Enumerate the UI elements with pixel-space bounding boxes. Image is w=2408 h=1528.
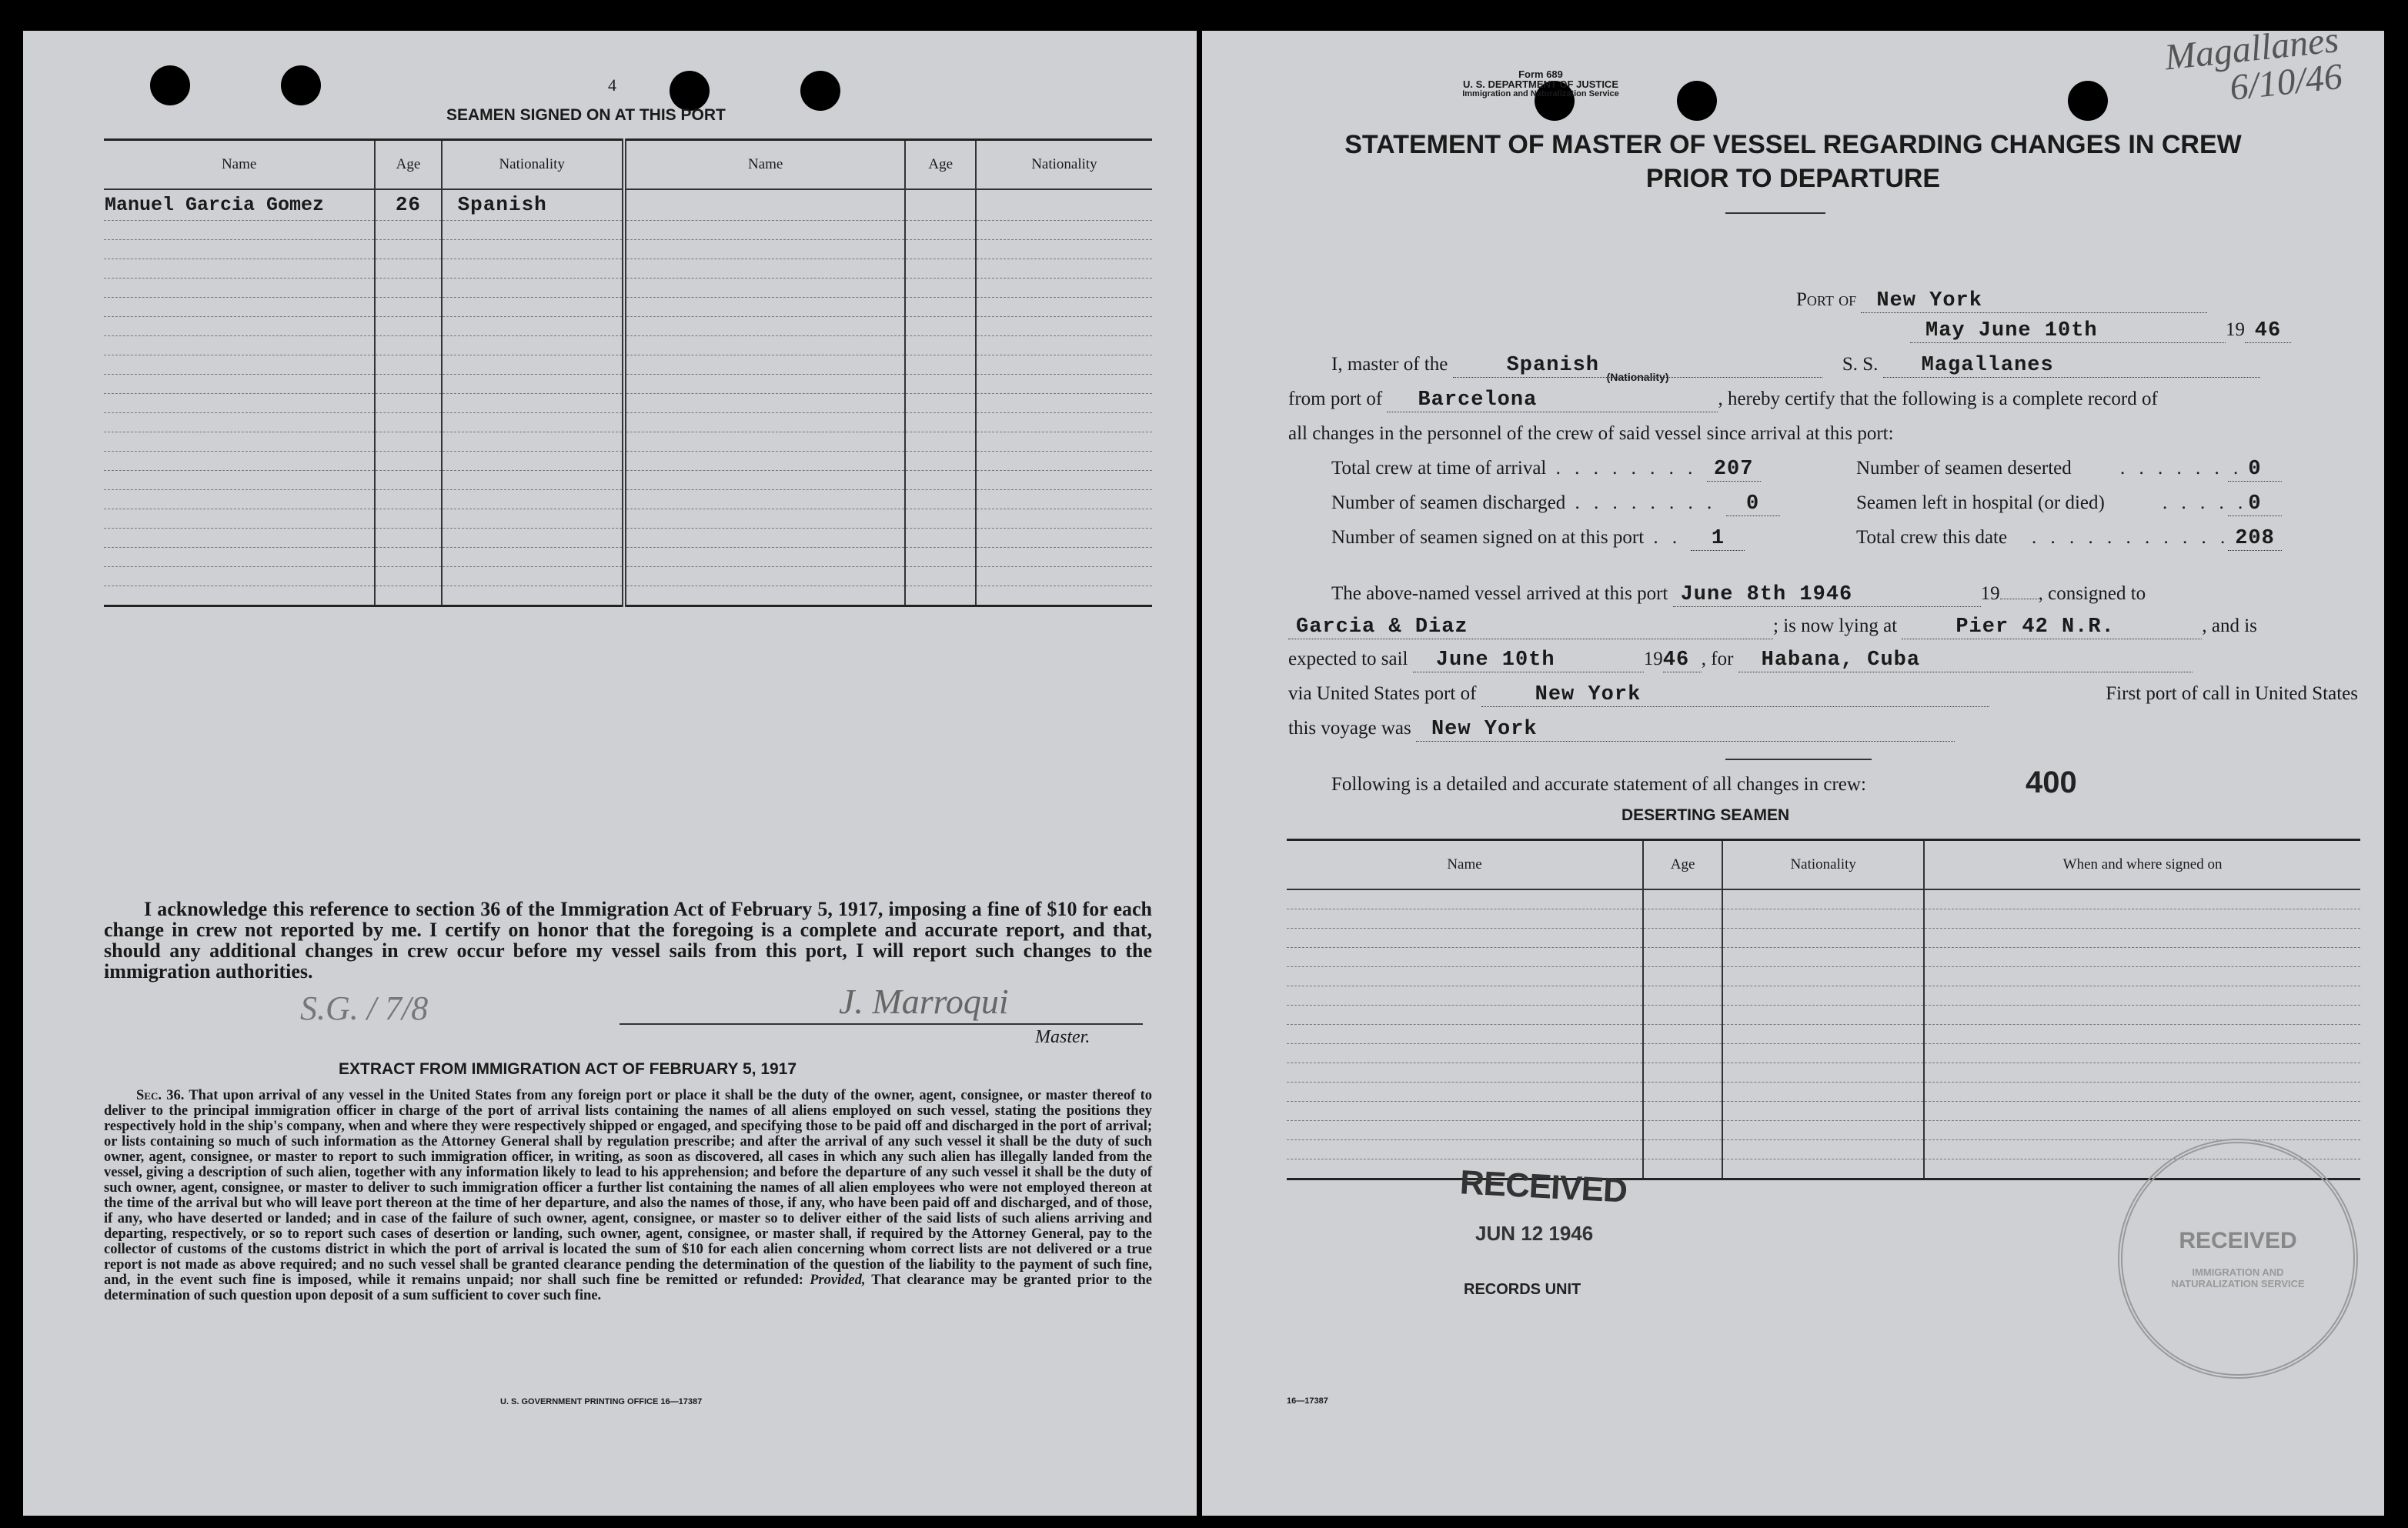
statement-title: [1202, 128, 2384, 195]
table-row: [104, 393, 1152, 412]
voyage-row: [1288, 718, 1955, 742]
left-page: [23, 31, 1197, 1516]
title-line-1: STATEMENT OF MASTER OF VESSEL REGARDING CHANGES IN CREW: [1344, 130, 2242, 159]
table-row: [104, 335, 1152, 355]
from-port-value: Barcelona: [1387, 389, 1718, 412]
signed-on-table: [104, 138, 1152, 607]
deserting-table: [1287, 839, 2360, 1180]
column-header: Name: [1287, 840, 1643, 890]
master-of-label: I, master of the: [1331, 354, 1448, 375]
discharged-value: 0: [1726, 492, 1780, 516]
extract-tail: That clearance may be granted prior to the determination of such question upon deposit of a sum sufficient to cover such fine.: [104, 1273, 1152, 1303]
column-header: Age: [375, 140, 441, 190]
hospital-value: 0: [2228, 492, 2282, 516]
table-row: [104, 278, 1152, 297]
punch-hole: [281, 65, 321, 105]
column-header: Name: [104, 140, 375, 190]
table-row: [104, 509, 1152, 528]
title-line-2: PRIOR TO DEPARTURE: [1645, 164, 1941, 193]
table-row: [1287, 1063, 2360, 1083]
port-label: Port of: [1796, 289, 1857, 310]
total-date-value: 208: [2228, 527, 2282, 551]
signed-on-label: Number of seamen signed on at this port: [1331, 527, 1645, 548]
consignee-row: [1288, 616, 2257, 639]
table-row: [1287, 909, 2360, 929]
total-arrival-label: Total crew at time of arrival: [1331, 458, 1547, 479]
records-unit-stamp: RECORDS UNIT: [1464, 1281, 1581, 1298]
table-row: [104, 355, 1152, 374]
deserting-title: DESERTING SEAMEN: [1621, 806, 1790, 824]
year-prefix: 19: [2226, 319, 2245, 340]
column-header: Nationality: [442, 140, 624, 190]
this-voyage-label: this voyage was: [1288, 718, 1411, 739]
received-stamp: RECEIVED: [1458, 1163, 1628, 1210]
lying-value: Pier 42 N.R.: [1902, 616, 2202, 639]
extract-title: EXTRACT FROM IMMIGRATION ACT OF FEBRUARY 5, 1917: [339, 1060, 797, 1078]
for-label: , for: [1701, 649, 1734, 669]
certify-text: , hereby certify that the following is a complete record of: [1718, 389, 2158, 409]
table-row: [1287, 1044, 2360, 1063]
discharged-label: Number of seamen discharged: [1331, 492, 1566, 513]
expected-row: [1288, 649, 2193, 672]
right-page: [1202, 19, 2384, 1516]
table-row: [104, 297, 1152, 316]
date-value: May June 10th: [1910, 319, 2226, 343]
year-value: 46: [2245, 319, 2291, 343]
table-row: [1287, 986, 2360, 1006]
stats-row-2: Number of seamen discharged . . . . . . . . 0 Seamen left in hospital (or died) . . . . . 0: [1331, 492, 2278, 516]
certify-text-2: all changes in the personnel of the crew of said vessel since arrival at this port:: [1288, 423, 1894, 444]
table-row: [104, 189, 1152, 220]
and-is-label: , and is: [2202, 616, 2257, 636]
table-header-row: [104, 140, 1152, 190]
received-date: JUN 12 1946: [1475, 1222, 1594, 1245]
consignee-value: Garcia & Diaz: [1288, 616, 1773, 639]
following-text: Following is a detailed and accurate statement of all changes in crew:: [1331, 774, 1866, 795]
acknowledgement-text: I acknowledge this reference to section 36 of the Immigration Act of February 5, 1917, imposing a fine of $10 for each change in crew not reported by me. I certify on honor that the foregoing is a complete and accurate report, and that, should any additional changes in crew occur before my vessel sails from this port, I will report such changes to the immigration authorities.: [104, 898, 1152, 983]
nationality-value: Spanish: [1506, 354, 1600, 377]
column-header: Name: [624, 140, 906, 190]
signed-on-value: 1: [1691, 527, 1745, 551]
seaman-name: Manuel Garcia Gomez: [104, 189, 375, 220]
via-label: via United States port of: [1288, 683, 1477, 704]
column-header: When and where signed on: [1924, 840, 2360, 890]
arrived-value: June 8th 1946: [1673, 583, 1981, 607]
form-footer: 16—17387: [1287, 1396, 1328, 1406]
arrived-year-prefix: 19: [1980, 583, 2000, 604]
round-stamp-ring: IMMIGRATION AND NATURALIZATION SERVICE: [2171, 1266, 2305, 1289]
extract-text: [104, 1088, 1152, 1303]
expected-year-prefix: 19: [1643, 649, 1663, 669]
column-header: Age: [1643, 840, 1722, 890]
printer-line: U. S. GOVERNMENT PRINTING OFFICE 16—17387: [500, 1397, 703, 1406]
table-row: [1287, 889, 2360, 909]
deserted-value: 0: [2228, 458, 2282, 482]
punch-hole: [1677, 81, 1717, 121]
date-row: [1910, 319, 2291, 343]
destination-value: Habana, Cuba: [1738, 649, 2193, 672]
deserted-label: Number of seamen deserted: [1856, 458, 2072, 479]
hospital-label: Seamen left in hospital (or died): [1856, 492, 2105, 513]
table-row: [1287, 1083, 2360, 1102]
table-row: [104, 432, 1152, 451]
table-row: [104, 412, 1152, 432]
form-number: Form 689: [1518, 68, 1563, 80]
table-header-row: [1287, 840, 2360, 890]
table-row: [104, 470, 1152, 489]
master-signature: J. Marroqui: [839, 982, 1009, 1021]
seaman-nationality: Spanish: [442, 189, 624, 220]
expected-label: expected to sail: [1288, 649, 1408, 669]
table-row: [104, 374, 1152, 393]
initials: S.G. / 7/8: [300, 989, 429, 1027]
nationality-field: [1453, 354, 1822, 383]
port-value: New York: [1861, 289, 2207, 313]
first-port-label: First port of call in United States: [2106, 683, 2358, 704]
total-arrival-value: 207: [1707, 458, 1761, 482]
from-port-row: [1288, 389, 2158, 412]
port-row: [1796, 289, 2207, 313]
table-row: [104, 451, 1152, 470]
handwritten-note: Magallanes 6/10/46: [2163, 19, 2345, 108]
column-header: Age: [905, 140, 975, 190]
table-row: [1287, 1102, 2360, 1121]
department-line: U. S. DEPARTMENT OF JUSTICE: [1463, 78, 1618, 90]
table-row: [1287, 948, 2360, 967]
punch-hole: [800, 71, 840, 111]
seaman-age: 26: [375, 189, 441, 220]
table-row: [104, 528, 1152, 547]
extract-body: That upon arrival of any vessel in the United States from any foreign port or place it shall be the duty of the owner, agent, consignee, or master thereof to deliver to the principal immigration officer in charge of the port of arrival lists containing the names of all aliens employed on such vessel, stating the positions they respectively hold in the ship's company, when and where they were respectively shipped or engaged, and specifying those to be paid off and discharged in the port of arrival; or lists containing so much of such information as the Attorney General shall by regulation prescribe; and after the arrival of any such vessel it shall be the duty of such owner, agent, consignee, or master to report to such immigration officer, in writing, as soon as discovered, all cases in which any such alien has illegally landed from the vessel, giving a description of such alien, together with any information likely to lead to his apprehension; and before the departure of any such vessel it shall be the duty of such owner, agent, consignee, or master to deliver to such immigration officer a further list containing the names of all alien employees who were not employed thereon at the time of the arrival but who will leave port thereon at the time of her departure, and also the names of those, if any, who have been paid off and discharged, and of those, if any, who have deserted or landed; and in case of the failure of such owner, agent, consignee, or master so to deliver either of the said lists of such aliens arriving and departing, respectively, or so to report such cases of desertion or landing, such owner, agent, consignee, or master shall, if required by the Attorney General, pay to the collector of customs of the customs district in which the port of arrival is located the sum of $10 for each alien concerning whom correct lists are not delivered or a true report is not made as above required; and no such vessel shall be granted clearance pending the determination of the question of the liability to the payment of such fine, and, in the event such fine is imposed, while it remains unpaid; nor shall such fine be remitted or refunded:: [104, 1088, 1152, 1288]
via-row: [1288, 683, 2358, 707]
provided-word: Provided,: [810, 1273, 866, 1288]
page-number: 4: [608, 75, 616, 95]
table-row: [104, 547, 1152, 566]
lying-label: ; is now lying at: [1773, 616, 1898, 636]
stats-row-1: Total crew at time of arrival . . . . . . . . 207 Number of seamen deserted . . . . . . . 0: [1331, 458, 2278, 482]
punch-hole: [150, 65, 190, 105]
table-row: [104, 489, 1152, 509]
expected-value: June 10th: [1413, 649, 1644, 672]
table-row: [1287, 1006, 2360, 1025]
table-row: [104, 586, 1152, 606]
table-row: [1287, 967, 2360, 986]
expected-year-value: 46: [1663, 649, 1702, 672]
from-port-label: from port of: [1288, 389, 1383, 409]
stats-row-3: Number of seamen signed on at this port . . 1 Total crew this date . . . . . . . . . . . 208: [1331, 527, 2278, 551]
table-row: [1287, 929, 2360, 948]
table-row: [1287, 1121, 2360, 1140]
handwritten-number: 400: [2026, 766, 2077, 799]
vessel-name: Magallanes: [1883, 354, 2260, 378]
consigned-label: , consigned to: [2038, 583, 2146, 604]
master-row: [1331, 354, 2260, 383]
column-header: Nationality: [976, 140, 1152, 190]
this-voyage-value: New York: [1416, 718, 1955, 742]
ss-label: S. S.: [1842, 354, 1879, 375]
section-label: Sec. 36.: [136, 1088, 185, 1103]
table-row: [104, 220, 1152, 239]
table-row: [104, 239, 1152, 259]
form-header: [1425, 69, 1656, 99]
table-row: [1287, 1025, 2360, 1044]
arrived-row: [1331, 583, 2146, 607]
service-line: Immigration and Naturalization Service: [1462, 89, 1619, 98]
arrived-label: The above-named vessel arrived at this port: [1331, 583, 1668, 604]
round-stamp-center: RECEIVED: [2179, 1228, 2297, 1253]
punch-hole: [670, 71, 710, 111]
total-date-label: Total crew this date: [1856, 527, 2008, 548]
column-header: Nationality: [1722, 840, 1924, 890]
via-value: New York: [1481, 683, 1989, 707]
table-row: [104, 566, 1152, 586]
table-row: [104, 316, 1152, 335]
table-row: [104, 259, 1152, 278]
round-receipt-stamp: [2118, 1139, 2358, 1379]
nationality-caption: (Nationality): [1606, 371, 1669, 383]
master-label: Master.: [1035, 1027, 1090, 1047]
section-title: SEAMEN SIGNED ON AT THIS PORT: [446, 106, 726, 124]
